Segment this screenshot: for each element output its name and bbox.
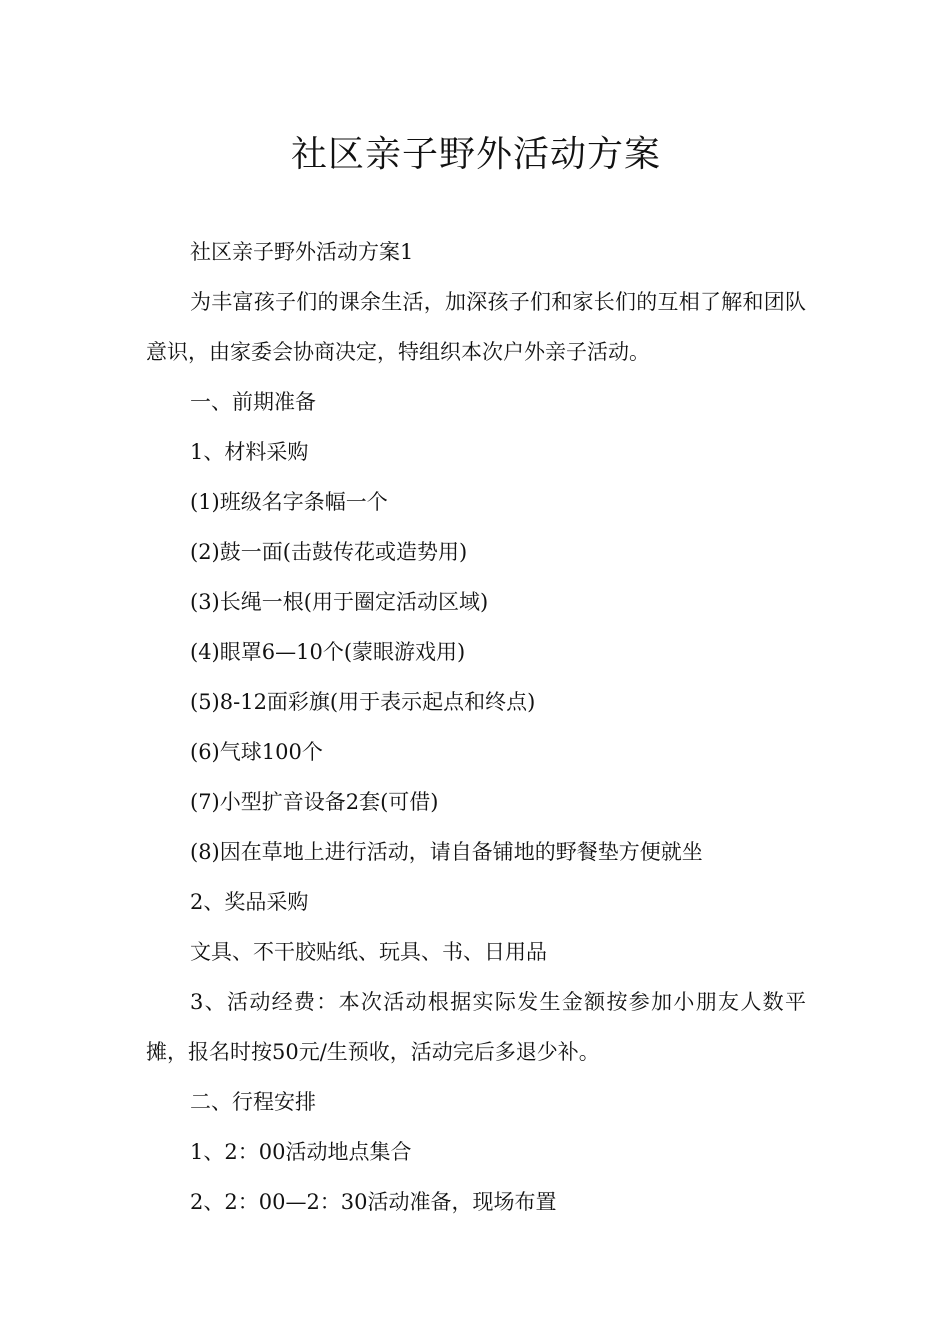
section-heading-schedule: 二、行程安排 xyxy=(190,1090,316,1114)
document-body xyxy=(146,227,806,1227)
subheading-materials: 1、材料采购 xyxy=(190,440,309,464)
section-heading-preparation: 一、前期准备 xyxy=(190,390,316,414)
schedule-item-setup: 2、2：00—2：30活动准备，现场布置 xyxy=(190,1190,557,1214)
paragraph-prize-items: 文具、不干胶贴纸、玩具、书、日用品 xyxy=(190,940,547,964)
paragraph-purpose: 为丰富孩子们的课余生活，加深孩子们和家长们的互相了解和团队意识，由家委会协商决定，特组织本次户外亲子活动。 xyxy=(146,290,806,364)
list-item-drum: (2)鼓一面(击鼓传花或造势用) xyxy=(190,540,468,564)
list-item-balloons: (6)气球100个 xyxy=(190,740,323,764)
list-item-rope: (3)长绳一根(用于圈定活动区域) xyxy=(190,590,489,614)
document-title: 社区亲子野外活动方案 xyxy=(290,134,661,175)
paragraph-intro-heading: 社区亲子野外活动方案1 xyxy=(190,240,414,264)
paragraph-funding: 3、活动经费：本次活动根据实际发生金额按参加小朋友人数平摊，报名时按50元/生预收，活动完后多退少补。 xyxy=(146,990,806,1064)
list-item-picnic-mats: (8)因在草地上进行活动，请自备铺地的野餐垫方便就坐 xyxy=(190,840,703,864)
subheading-prizes: 2、奖品采购 xyxy=(190,890,309,914)
list-item-blindfolds: (4)眼罩6—10个(蒙眼游戏用) xyxy=(190,640,466,664)
schedule-item-gathering: 1、2：00活动地点集合 xyxy=(190,1140,412,1164)
list-item-speakers: (7)小型扩音设备2套(可借) xyxy=(190,790,439,814)
list-item-flags: (5)8-12面彩旗(用于表示起点和终点) xyxy=(190,690,536,714)
list-item-banner: (1)班级名字条幅一个 xyxy=(190,490,388,514)
